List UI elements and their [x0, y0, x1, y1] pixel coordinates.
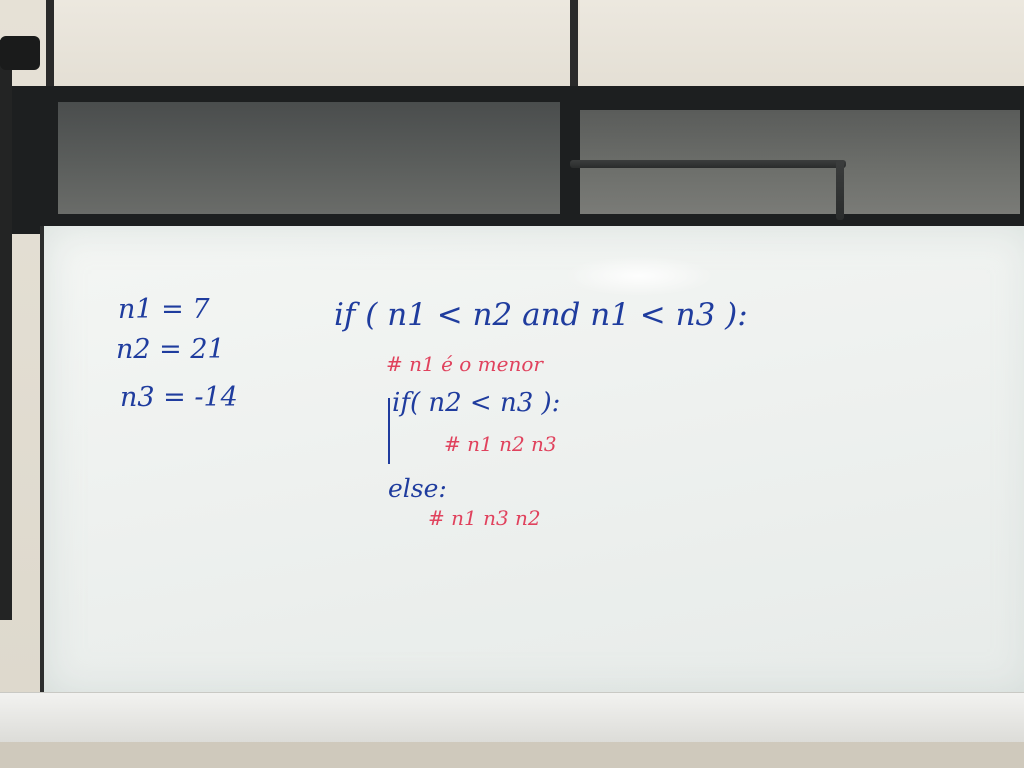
variable-n1: n1 = 7 [118, 294, 210, 325]
code-comment-3: # n1 n3 n2 [428, 506, 541, 530]
marker-tray [0, 692, 1024, 743]
code-outer-if: if ( n1 < n2 and n1 < n3 ): [334, 297, 748, 333]
code-comment-1: # n1 é o menor [386, 352, 543, 376]
window-glass-left [58, 102, 560, 214]
wall-panel-left [48, 0, 570, 98]
code-inner-if: if( n2 < n3 ): [392, 388, 561, 418]
lower-wall [0, 742, 1024, 768]
left-post [0, 40, 12, 620]
wall-bracket [0, 36, 40, 70]
variable-n2: n2 = 21 [116, 334, 225, 365]
code-else: else: [388, 474, 447, 503]
code-comment-2: # n1 n2 n3 [444, 432, 557, 456]
window-frame [10, 86, 1024, 234]
variable-n3: n3 = -14 [120, 382, 238, 413]
light-glare [564, 256, 714, 296]
indent-line [388, 398, 390, 464]
wall-pipe [570, 160, 846, 168]
wall-panel-right [580, 0, 1024, 98]
wall-pipe [836, 160, 844, 220]
